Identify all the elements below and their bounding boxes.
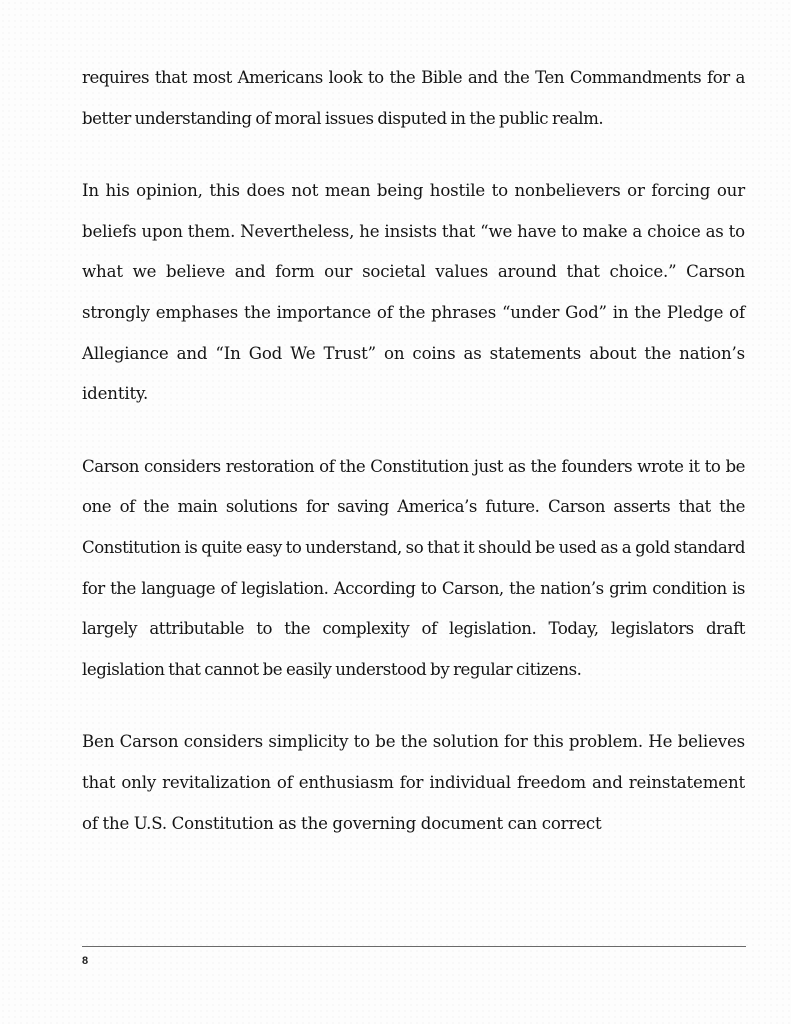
paragraph-3: Carson considers restoration of the Constitution just as the founders wrote it to be one of the main solutions for saving America’s future. Carson asserts that the Constitution is quite easy to understand, so that it should be used as a gold standard for the language of legislation. According to Carson, the nation’s grim condition is largely attributable to the complexity of legislation. Today, legislators draft legislation that cannot be easily understood by regular citizens.: [82, 456, 745, 679]
document-body: [82, 58, 745, 844]
paragraph-2: In his opinion, this does not mean being hostile to nonbelievers or forcing our beliefs upon them. Nevertheless, he insists that “we have to make a choice as to what we believe and form our societal values around that choice.” Carson strongly emphases the importance of the phrases “under God” in the Pledge of Allegiance and “In God We Trust” on coins as statements about the nation’s identity.: [82, 181, 745, 404]
paragraph-1: requires that most Americans look to the Bible and the Ten Commandments for a better understanding of moral issues disputed in the public realm.: [82, 68, 745, 128]
paragraph-4: Ben Carson considers simplicity to be the solution for this problem. He believes that only revitalization of enthusiasm for individual freedom and reinstatement of the U.S. Constitution as the governing document can correct: [82, 732, 745, 833]
page-number: 8: [82, 955, 89, 967]
footer-divider: [82, 946, 746, 947]
